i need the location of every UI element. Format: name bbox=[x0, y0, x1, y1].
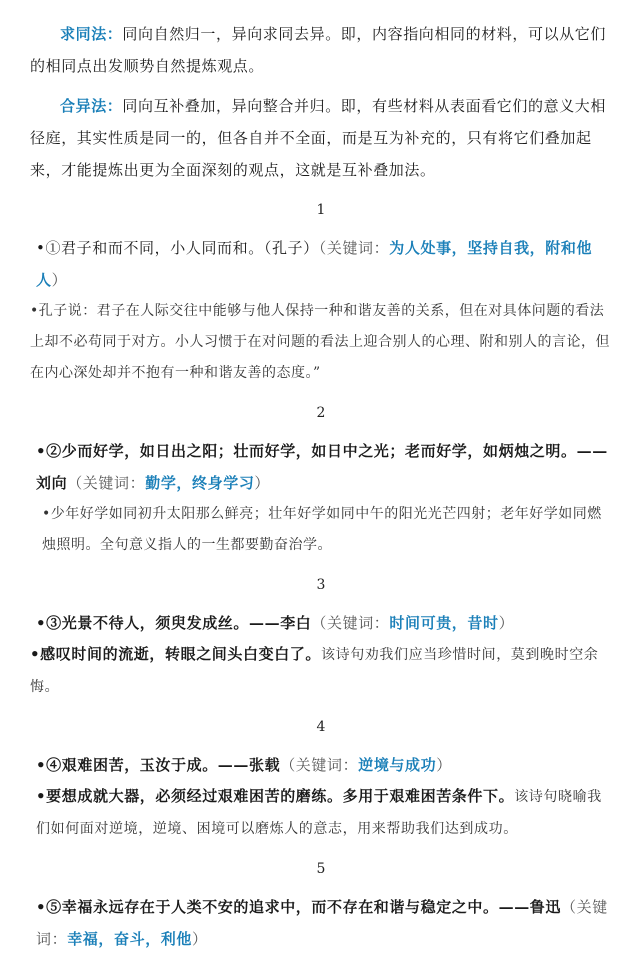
quote-4 bbox=[30, 749, 612, 781]
keywords-2: 勤学，终身学习 bbox=[145, 474, 255, 492]
keywords-1: 为人处事，坚持自我，附和他人 bbox=[36, 239, 593, 289]
keyword-prefix-4: （关键词： bbox=[280, 756, 359, 774]
quote-3-text: •③光景不待人，须臾发成丝。——李白 bbox=[36, 614, 312, 632]
quote-1-text: •①君子和而不同，小人同而和。（孔子） bbox=[36, 239, 319, 257]
keyword-suffix-4: ） bbox=[436, 756, 452, 774]
explanation-4 bbox=[30, 781, 612, 845]
quote-2-text: •②少而好学，如日出之阳；壮而好学，如日中之光；老而好学，如炳烛之明。——刘向 bbox=[36, 442, 608, 492]
keyword-suffix-2: ） bbox=[254, 474, 271, 492]
method-heyi-paragraph bbox=[30, 90, 612, 186]
explanation-4-bold: •要想成就大器，必须经过艰难困苦的磨练。多用于艰难困苦条件下。 bbox=[36, 787, 515, 805]
keyword-prefix-2: （关键词： bbox=[67, 474, 146, 492]
section-number-4: 4 bbox=[316, 719, 326, 735]
quote-5 bbox=[30, 891, 612, 955]
explanation-2: •少年好学如同初升太阳那么鲜亮；壮年好学如同中午的阳光光芒四射；老年好学如同燃烛照明。全句意义指人的一生都要勤奋治学。 bbox=[42, 506, 602, 553]
quote-4-text: •④艰难困苦，玉汝于成。——张载 bbox=[36, 756, 281, 774]
keyword-suffix-3: ） bbox=[498, 614, 515, 632]
method-heyi-text: 同向互补叠加，异向整合并归。即，有些材料从表面看它们的意义大相径庭，其实性质是同一的，但各自并不全面，而是互为补充的，只有将它们叠加起来，才能提炼出更为全面深刻的观点，这就是互补叠加法。 bbox=[30, 97, 607, 179]
explanation-3-text: 该诗句劝我们应当珍惜时间，莫到晚时空余悔。 bbox=[30, 647, 599, 695]
keywords-4: 逆境与成功 bbox=[358, 756, 437, 774]
keyword-prefix-3: （关键词： bbox=[311, 614, 390, 632]
explanation-1: •孔子说：君子在人际交往中能够与他人保持一种和谐友善的关系，但在对具体问题的看法上却不必苟同于对方。小人习惯于在对问题的看法上迎合别人的心理、附和别人的言论，但在内心深处却并不抱有一种和谐友善的态度。” bbox=[30, 303, 610, 381]
quote-1 bbox=[30, 232, 612, 296]
section-number-3: 3 bbox=[316, 577, 326, 593]
method-qiutong-paragraph bbox=[30, 18, 612, 82]
keyword-suffix-1: ） bbox=[51, 271, 68, 289]
explanation-3 bbox=[30, 639, 612, 703]
method-qiutong-label: 求同法： bbox=[60, 25, 123, 43]
keyword-suffix-5: ） bbox=[192, 930, 208, 948]
keywords-3: 时间可贵，昔时 bbox=[389, 614, 499, 632]
method-heyi-label: 合异法： bbox=[60, 97, 123, 115]
explanation-4-text: 该诗句晓喻我们如何面对逆境，逆境、困境可以磨炼人的意志，用来帮助我们达到成功。 bbox=[36, 789, 602, 837]
keyword-prefix-5: （关键词： bbox=[36, 898, 608, 948]
explanation-3-bold: •感叹时间的流逝，转眼之间头白变白了。 bbox=[30, 645, 321, 663]
section-number-2: 2 bbox=[316, 405, 326, 421]
quote-3 bbox=[30, 607, 612, 639]
section-number-1: 1 bbox=[316, 202, 326, 218]
keywords-5: 幸福，奋斗，利他 bbox=[67, 930, 193, 948]
method-qiutong-text: 同向自然归一，异向求同去异。即，内容指向相同的材料，可以从它们的相同点出发顺势自然提炼观点。 bbox=[30, 25, 607, 75]
section-number-5: 5 bbox=[316, 861, 326, 877]
quote-5-text: •⑤幸福永远存在于人类不安的追求中，而不存在和谐与稳定之中。——鲁迅 bbox=[36, 898, 561, 916]
quote-2 bbox=[30, 435, 612, 499]
keyword-prefix-1: （关键词： bbox=[318, 239, 390, 257]
